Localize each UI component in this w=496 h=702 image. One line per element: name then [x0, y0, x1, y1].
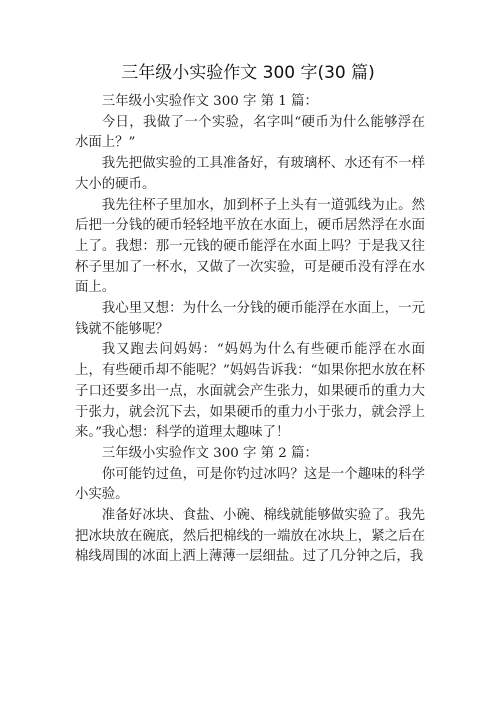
paragraph: 我先往杯子里加水，加到杯子上头有一道弧线为止。然后把一分钱的硬币轻轻地平放在水面上，硬币居然浮在水面上了。我想：那一元钱的硬币能浮在水面上吗？于是我又往杯子里加了一杯水，又做了一次实验，可是硬币没有浮在水面上。 [75, 197, 425, 296]
paragraph: 我又跑去问妈妈：“妈妈为什么有些硬币能浮在水面上，有些硬币却不能呢？”妈妈告诉我：“如果你把水放在杯子口还要多出一点，水面就会产生张力，如果硬币的重力大于张力，就会沉下去，如果硬币的重力小于张力，就会浮上来。”我心想：科学的道理太趣味了！ [75, 342, 425, 441]
paragraph: 三年级小实验作文 300 字 第 1 篇： [101, 94, 318, 109]
paragraph: 三年级小实验作文 300 字 第 2 篇： [101, 445, 318, 461]
paragraph: 我心里又想：为什么一分钱的硬币能浮在水面上，一元钱就不能够呢？ [75, 301, 425, 337]
paragraph: 准备好冰块、食盐、小碗、棉线就能够做实验了。我先把冰块放在碗底，然后把棉线的一端放在冰块上，紧之后在棉线周围的冰面上洒上薄薄一层细盐。过了几分钟之后，我 [75, 508, 425, 565]
document-title: 三年级小实验作文 300 字(30 篇) [121, 63, 375, 83]
document-body [75, 92, 425, 568]
paragraph: 你可能钓过鱼，可是你钓过冰吗？这是一个趣味的科学小实验。 [75, 466, 425, 503]
paragraph: 我先把做实验的工具准备好，有玻璃杯、水还有不一样大小的硬币。 [75, 156, 425, 192]
paragraph: 今日，我做了一个实验，名字叫“硬币为什么能够浮在水面上？” [75, 114, 425, 151]
